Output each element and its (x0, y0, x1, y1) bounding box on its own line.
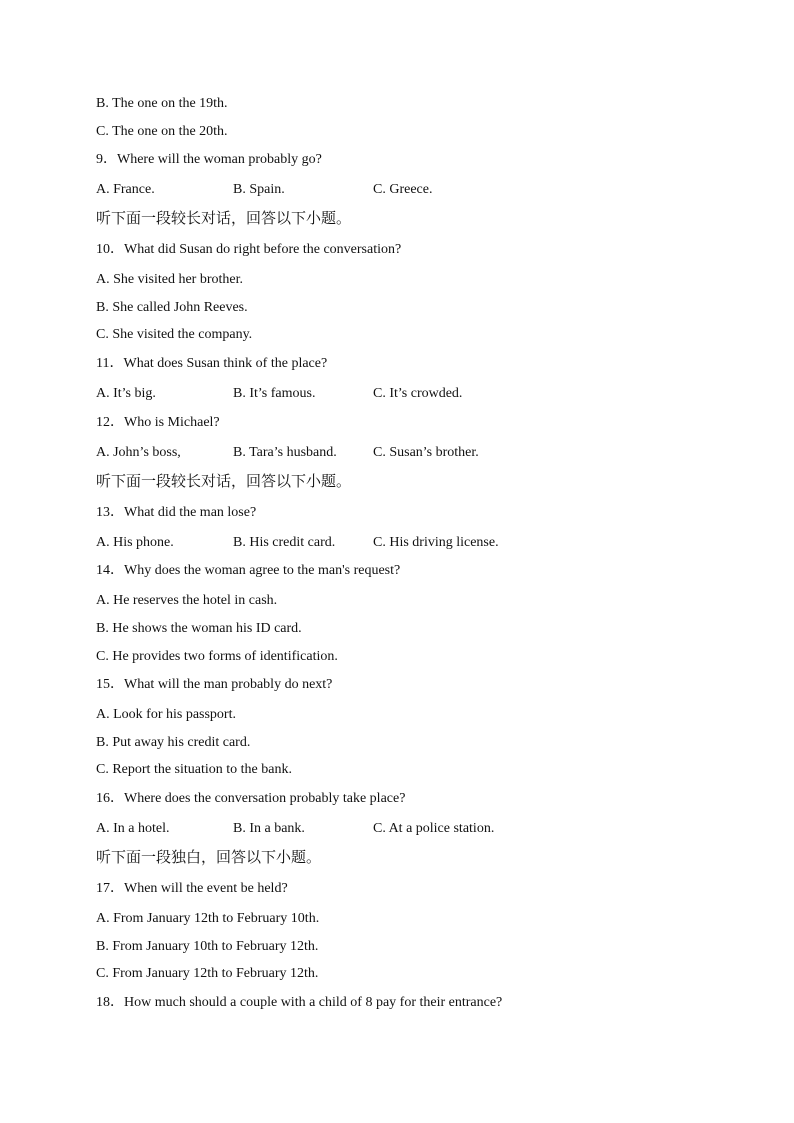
option-text: B. Spain. (233, 182, 285, 197)
question-line: 15．What will the man probably do next? (96, 677, 333, 692)
option-text: C. At a police station. (373, 821, 495, 836)
question-line: 13．What did the man lose? (96, 505, 257, 520)
question-line: 11．What does Susan think of the place? (96, 356, 328, 371)
question-line: 9．Where will the woman probably go? (96, 152, 322, 167)
question-line: B. From January 10th to February 12th. (96, 939, 319, 954)
question-line: B. The one on the 19th. (96, 96, 228, 111)
question-line: B. He shows the woman his ID card. (96, 621, 302, 636)
question-line: 16．Where does the conversation probably take place? (96, 791, 406, 806)
question-line: 12．Who is Michael? (96, 415, 220, 430)
option-text: C. It’s crowded. (373, 386, 463, 401)
option-text: A. France. (96, 182, 155, 197)
section-instruction: 听下面一段独白，回答以下小题。 (96, 848, 322, 866)
question-line: 14．Why does the woman agree to the man's request? (96, 563, 401, 578)
question-line: 18．How much should a couple with a child of 8 pay for their entrance? (96, 995, 503, 1010)
question-line: C. He provides two forms of identification. (96, 649, 338, 664)
question-line: 17．When will the event be held? (96, 881, 288, 896)
option-text: B. His credit card. (233, 535, 336, 550)
section-instruction: 听下面一段较长对话，回答以下小题。 (96, 209, 352, 227)
option-text: B. In a bank. (233, 821, 305, 836)
option-text: C. Susan’s brother. (373, 445, 479, 460)
option-text: B. Tara’s husband. (233, 445, 337, 460)
option-text: A. In a hotel. (96, 821, 170, 836)
question-line: B. She called John Reeves. (96, 300, 248, 315)
question-line: C. Report the situation to the bank. (96, 762, 292, 777)
option-text: C. His driving license. (373, 535, 499, 550)
question-line: A. He reserves the hotel in cash. (96, 593, 278, 608)
question-line: A. From January 12th to February 10th. (96, 911, 320, 926)
option-text: C. Greece. (373, 182, 433, 197)
section-instruction: 听下面一段较长对话，回答以下小题。 (96, 472, 352, 490)
question-line: 10．What did Susan do right before the conversation? (96, 242, 402, 257)
question-line: C. From January 12th to February 12th. (96, 966, 319, 981)
question-line: B. Put away his credit card. (96, 735, 251, 750)
question-line: C. The one on the 20th. (96, 124, 228, 139)
option-text: A. His phone. (96, 535, 174, 550)
option-text: A. John’s boss, (96, 445, 181, 460)
option-text: B. It’s famous. (233, 386, 316, 401)
question-line: A. She visited her brother. (96, 272, 243, 287)
option-text: A. It’s big. (96, 386, 156, 401)
question-line: C. She visited the company. (96, 327, 253, 342)
question-line: A. Look for his passport. (96, 707, 236, 722)
